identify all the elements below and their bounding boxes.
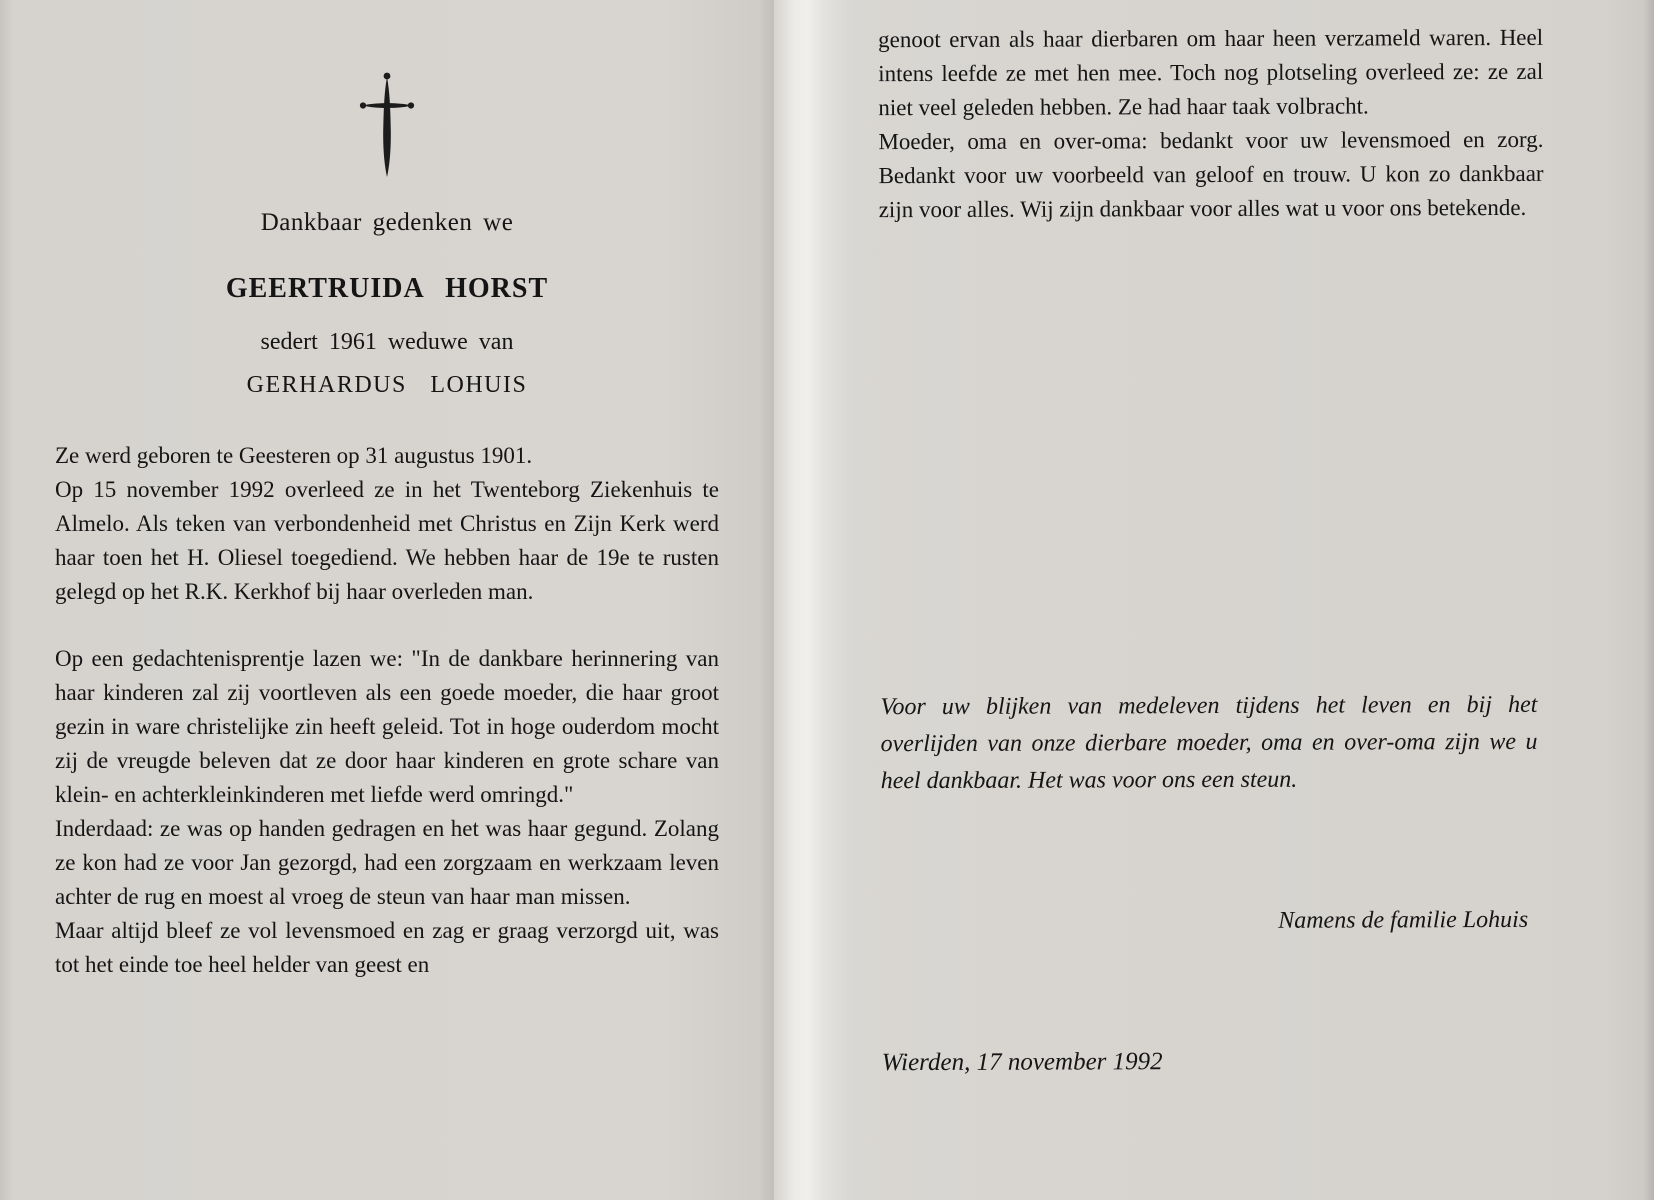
biography-block [55, 439, 719, 609]
death-paragraph: Op 15 november 1992 overleed ze in het Twenteborg Ziekenhuis te Almelo. Als teken van verbondenheid met Christus en Zijn Kerk werd haar toen het H. Oliesel toegediend. We hebben haar de 19e te rusten gelegd op het R.K. Kerkhof bij haar overleden man. [55, 477, 719, 604]
right-page [878, 0, 1547, 1171]
acknowledgement-paragraph: Voor uw blijken van medeleven tijdens het leven en bij het overlijden van onze dierbare moeder, oma en over-oma zijn we u heel dankbaar. Het was voor ons een steun. [880, 691, 1538, 795]
widow-line: sedert 1961 weduwe van [260, 329, 514, 355]
birth-line: Ze werd geboren te Geesteren op 31 augustus 1901. [55, 443, 533, 468]
memory-paragraph: Inderdaad: ze was op handen gedragen en het was haar gegund. Zolang ze kon had ze voor Jan gezorgd, had een zorgzaam en werkzaam leven achter de rug en moest al vroeg de steun van haar man missen. [55, 816, 719, 909]
husband-name: GERHARDUS LOHUIS [246, 372, 528, 398]
continuation-block [878, 21, 1544, 227]
family-signature: Namens de familie Lohuis [1278, 906, 1529, 934]
remembrance-block [55, 642, 719, 982]
dedication-line: Dankbaar gedenken we [260, 209, 514, 236]
closing-line: Maar altijd bleef ze vol levensmoed en zag er graag verzorgd uit, was tot het einde toe heel helder van geest en [55, 918, 719, 977]
memorial-quote: Op een gedachtenisprentje lazen we: "In de dankbare herinnering van haar kinderen zal zij voortleven als een goede moeder, die haar groot gezin in ware christelijke zin heeft geleid. Tot in hoge ouderdom mocht zij de vreugde beleven dat ze door haar kinderen en grote schare van klein- en achterkleinkinderen met liefde werd omringd." [55, 646, 719, 807]
gratitude-paragraph: Moeder, oma en over-oma: bedankt voor uw levensmoed en zorg. Bedankt voor uw voorbeeld van geloof en trouw. U kon zo dankbaar zijn voor alles. Wij zijn dankbaar voor alles wat u voor ons betekende. [878, 126, 1544, 223]
right-edge-shadow [1644, 0, 1654, 1200]
memorial-cross-icon [55, 70, 719, 185]
deceased-name: GEERTRUIDA HORST [225, 273, 549, 304]
place-date-line: Wierden, 17 november 1992 [881, 1048, 1163, 1077]
left-page [55, 0, 719, 982]
continuation-paragraph: genoot ervan als haar dierbaren om haar heen verzameld waren. Heel intens leefde ze met hen mee. Toch nog plotseling overleed ze: ze zal niet veel geleden hebben. Ze had haar taak volbracht. [878, 24, 1544, 121]
page-fold-shadow [760, 0, 774, 1200]
